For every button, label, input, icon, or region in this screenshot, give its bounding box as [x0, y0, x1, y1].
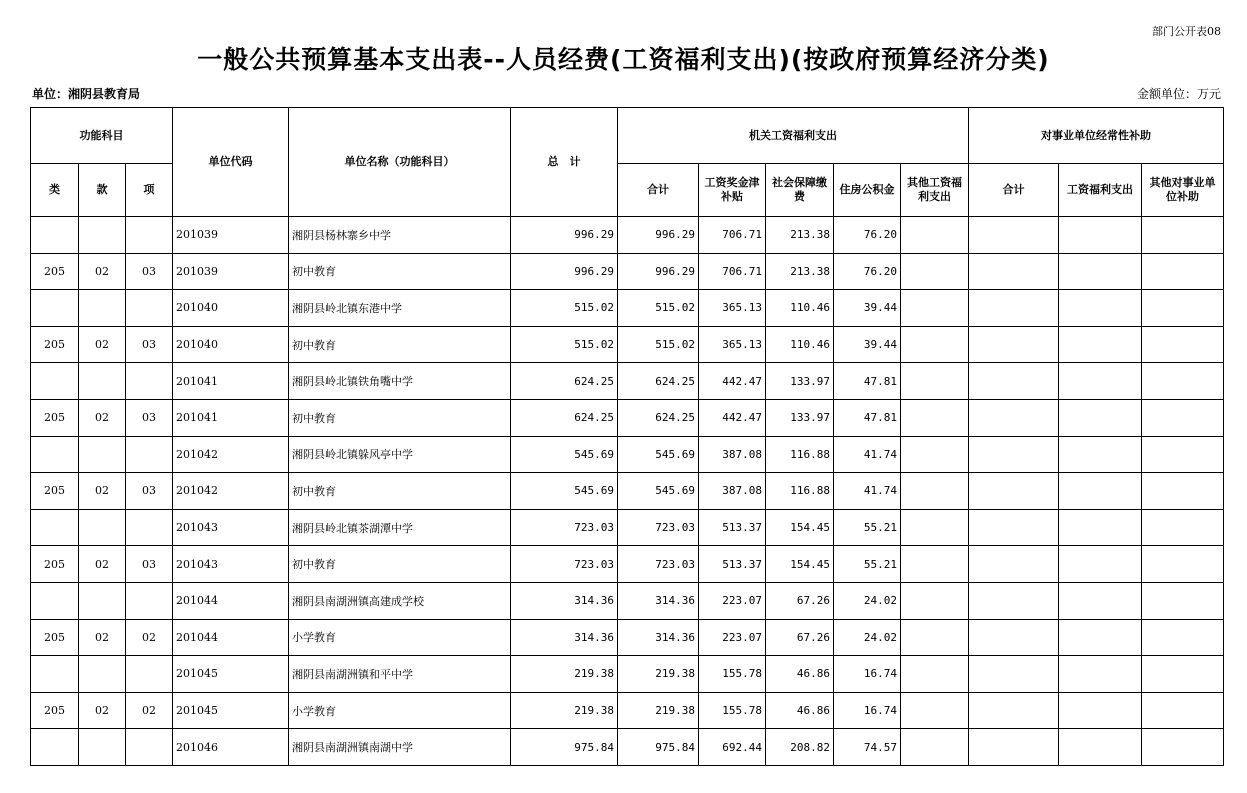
cell-unit-code: 201042 [173, 473, 289, 510]
cell-jg-social: 213.38 [766, 253, 834, 290]
cell-total: 723.03 [511, 509, 618, 546]
form-code: 部门公开表08 [1152, 25, 1221, 38]
cell-jg-social: 116.88 [766, 473, 834, 510]
cell-xiang [126, 363, 173, 400]
cell-jg-social: 46.86 [766, 656, 834, 693]
cell-unit-name: 初中教育 [289, 473, 511, 510]
table-row [31, 399, 1224, 436]
cell-unit-code: 201045 [173, 692, 289, 729]
cell-xiang [126, 729, 173, 766]
cell-jg-other [901, 692, 969, 729]
cell-jg-social: 154.45 [766, 546, 834, 583]
cell-jg-other [901, 436, 969, 473]
cell-unit-code: 201042 [173, 436, 289, 473]
cell-total: 996.29 [511, 253, 618, 290]
cell-total: 515.02 [511, 326, 618, 363]
cell-jg-other [901, 473, 969, 510]
table-row [31, 729, 1224, 766]
cell-sy-total [969, 217, 1059, 254]
cell-jg-housing: 16.74 [834, 656, 901, 693]
cell-jg-other [901, 509, 969, 546]
cell-xiang [126, 656, 173, 693]
cell-total: 314.36 [511, 582, 618, 619]
cell-jg-social: 46.86 [766, 692, 834, 729]
cell-lei: 205 [31, 399, 79, 436]
cell-sy-other [1142, 217, 1224, 254]
col-jg-total: 合计 [618, 164, 699, 217]
cell-unit-code: 201041 [173, 363, 289, 400]
cell-jg-social: 116.88 [766, 436, 834, 473]
cell-lei [31, 436, 79, 473]
cell-jg-social: 208.82 [766, 729, 834, 766]
cell-jg-total: 545.69 [618, 436, 699, 473]
cell-sy-other [1142, 473, 1224, 510]
unit-label: 单位：湘阴县教育局 [32, 87, 141, 101]
cell-total: 723.03 [511, 546, 618, 583]
cell-sy-other [1142, 729, 1224, 766]
page-title: 一般公共预算基本支出表--人员经费(工资福利支出)(按政府预算经济分类) [197, 45, 1050, 74]
cell-jg-housing: 39.44 [834, 326, 901, 363]
cell-xiang [126, 582, 173, 619]
cell-jg-social: 110.46 [766, 290, 834, 327]
cell-xiang [126, 217, 173, 254]
cell-unit-code: 201039 [173, 217, 289, 254]
cell-total: 545.69 [511, 473, 618, 510]
cell-unit-name: 初中教育 [289, 399, 511, 436]
cell-jg-total: 624.25 [618, 363, 699, 400]
cell-kuan: 02 [79, 473, 126, 510]
cell-jg-salary: 513.37 [699, 509, 766, 546]
cell-unit-code: 201046 [173, 729, 289, 766]
cell-jg-housing: 24.02 [834, 619, 901, 656]
cell-jg-salary: 223.07 [699, 582, 766, 619]
cell-lei: 205 [31, 546, 79, 583]
cell-unit-code: 201040 [173, 326, 289, 363]
cell-jg-housing: 76.20 [834, 217, 901, 254]
col-sy-other: 其他对事业单位补助 [1142, 164, 1224, 217]
cell-kuan [79, 217, 126, 254]
cell-sy-other [1142, 399, 1224, 436]
cell-jg-total: 975.84 [618, 729, 699, 766]
table-row [31, 509, 1224, 546]
table-row [31, 363, 1224, 400]
table-row [31, 290, 1224, 327]
cell-sy-salary [1059, 619, 1142, 656]
cell-sy-salary [1059, 692, 1142, 729]
cell-lei: 205 [31, 619, 79, 656]
cell-jg-total: 624.25 [618, 399, 699, 436]
table-row [31, 619, 1224, 656]
cell-unit-name: 湘阴县杨林寨乡中学 [289, 217, 511, 254]
cell-lei [31, 582, 79, 619]
cell-sy-salary [1059, 326, 1142, 363]
cell-unit-name: 湘阴县岭北镇茶湖潭中学 [289, 509, 511, 546]
amount-unit-label: 金额单位：万元 [1136, 87, 1221, 101]
cell-jg-total: 314.36 [618, 582, 699, 619]
cell-unit-name: 湘阴县南湖洲镇和平中学 [289, 656, 511, 693]
cell-unit-name: 初中教育 [289, 326, 511, 363]
budget-table [30, 107, 1224, 766]
cell-jg-other [901, 656, 969, 693]
cell-jg-housing: 74.57 [834, 729, 901, 766]
cell-jg-social: 213.38 [766, 217, 834, 254]
cell-sy-salary [1059, 729, 1142, 766]
table-row [31, 546, 1224, 583]
table-row [31, 692, 1224, 729]
cell-kuan: 02 [79, 546, 126, 583]
table-row [31, 582, 1224, 619]
cell-jg-salary: 706.71 [699, 253, 766, 290]
cell-lei: 205 [31, 326, 79, 363]
cell-xiang: 02 [126, 692, 173, 729]
col-jg-salary: 工资奖金津补贴 [699, 164, 766, 217]
cell-jg-other [901, 582, 969, 619]
cell-sy-other [1142, 509, 1224, 546]
cell-jg-total: 545.69 [618, 473, 699, 510]
cell-jg-housing: 55.21 [834, 509, 901, 546]
cell-jg-total: 515.02 [618, 326, 699, 363]
cell-sy-total [969, 473, 1059, 510]
cell-jg-housing: 47.81 [834, 363, 901, 400]
cell-kuan [79, 363, 126, 400]
cell-kuan [79, 582, 126, 619]
cell-xiang: 03 [126, 399, 173, 436]
cell-sy-other [1142, 290, 1224, 327]
cell-unit-code: 201044 [173, 619, 289, 656]
cell-sy-total [969, 399, 1059, 436]
cell-unit-code: 201043 [173, 546, 289, 583]
cell-jg-other [901, 290, 969, 327]
cell-lei [31, 656, 79, 693]
cell-jg-other [901, 729, 969, 766]
col-total: 总 计 [511, 108, 618, 217]
cell-total: 545.69 [511, 436, 618, 473]
cell-jg-salary: 387.08 [699, 473, 766, 510]
cell-total: 219.38 [511, 656, 618, 693]
cell-jg-total: 996.29 [618, 217, 699, 254]
cell-jg-salary: 706.71 [699, 217, 766, 254]
cell-kuan [79, 509, 126, 546]
cell-jg-total: 996.29 [618, 253, 699, 290]
cell-sy-total [969, 546, 1059, 583]
cell-total: 996.29 [511, 217, 618, 254]
cell-jg-salary: 365.13 [699, 290, 766, 327]
cell-total: 624.25 [511, 399, 618, 436]
cell-sy-salary [1059, 399, 1142, 436]
cell-jg-total: 723.03 [618, 546, 699, 583]
cell-total: 515.02 [511, 290, 618, 327]
cell-sy-salary [1059, 363, 1142, 400]
col-unit-code: 单位代码 [173, 108, 289, 217]
cell-jg-housing: 16.74 [834, 692, 901, 729]
cell-sy-salary [1059, 436, 1142, 473]
cell-unit-name: 湘阴县南湖洲镇高建成学校 [289, 582, 511, 619]
cell-unit-code: 201040 [173, 290, 289, 327]
cell-jg-total: 219.38 [618, 692, 699, 729]
header-row-1 [31, 108, 1224, 164]
cell-total: 624.25 [511, 363, 618, 400]
cell-jg-social: 154.45 [766, 509, 834, 546]
table-row [31, 326, 1224, 363]
cell-sy-total [969, 253, 1059, 290]
cell-lei: 205 [31, 692, 79, 729]
col-kuan: 款 [79, 164, 126, 217]
cell-sy-other [1142, 656, 1224, 693]
cell-jg-other [901, 326, 969, 363]
cell-sy-total [969, 729, 1059, 766]
cell-lei [31, 509, 79, 546]
cell-sy-salary [1059, 582, 1142, 619]
cell-sy-total [969, 326, 1059, 363]
col-jg-other: 其他工资福利支出 [901, 164, 969, 217]
cell-unit-name: 小学教育 [289, 692, 511, 729]
col-func-subject: 功能科目 [31, 108, 173, 164]
cell-sy-total [969, 363, 1059, 400]
cell-xiang: 03 [126, 253, 173, 290]
cell-sy-other [1142, 363, 1224, 400]
cell-jg-total: 723.03 [618, 509, 699, 546]
cell-xiang: 03 [126, 473, 173, 510]
cell-sy-salary [1059, 290, 1142, 327]
cell-sy-total [969, 656, 1059, 693]
cell-unit-name: 初中教育 [289, 546, 511, 583]
cell-sy-salary [1059, 253, 1142, 290]
cell-kuan [79, 656, 126, 693]
cell-jg-social: 67.26 [766, 582, 834, 619]
cell-jg-salary: 442.47 [699, 363, 766, 400]
cell-sy-total [969, 290, 1059, 327]
cell-xiang [126, 290, 173, 327]
cell-jg-other [901, 217, 969, 254]
cell-unit-code: 201043 [173, 509, 289, 546]
col-lei: 类 [31, 164, 79, 217]
col-sy-salary: 工资福利支出 [1059, 164, 1142, 217]
cell-jg-total: 515.02 [618, 290, 699, 327]
cell-jg-housing: 41.74 [834, 436, 901, 473]
cell-sy-other [1142, 582, 1224, 619]
cell-jg-housing: 76.20 [834, 253, 901, 290]
cell-xiang: 03 [126, 326, 173, 363]
cell-sy-other [1142, 326, 1224, 363]
table-row [31, 217, 1224, 254]
cell-unit-name: 小学教育 [289, 619, 511, 656]
cell-jg-salary: 387.08 [699, 436, 766, 473]
cell-sy-total [969, 692, 1059, 729]
cell-unit-name: 湘阴县岭北镇躲风亭中学 [289, 436, 511, 473]
cell-lei [31, 363, 79, 400]
cell-kuan: 02 [79, 253, 126, 290]
cell-jg-salary: 365.13 [699, 326, 766, 363]
cell-unit-name: 初中教育 [289, 253, 511, 290]
cell-jg-salary: 513.37 [699, 546, 766, 583]
cell-jg-housing: 41.74 [834, 473, 901, 510]
col-jg-housing: 住房公积金 [834, 164, 901, 217]
cell-sy-salary [1059, 473, 1142, 510]
cell-kuan: 02 [79, 399, 126, 436]
cell-jg-social: 110.46 [766, 326, 834, 363]
table-body [31, 217, 1224, 766]
cell-sy-salary [1059, 217, 1142, 254]
cell-xiang [126, 509, 173, 546]
cell-jg-total: 219.38 [618, 656, 699, 693]
cell-xiang: 03 [126, 546, 173, 583]
cell-xiang: 02 [126, 619, 173, 656]
col-xiang: 项 [126, 164, 173, 217]
cell-sy-other [1142, 546, 1224, 583]
cell-sy-total [969, 582, 1059, 619]
cell-jg-social: 67.26 [766, 619, 834, 656]
table-row [31, 253, 1224, 290]
cell-lei [31, 290, 79, 327]
cell-jg-salary: 442.47 [699, 399, 766, 436]
cell-xiang [126, 436, 173, 473]
cell-sy-other [1142, 436, 1224, 473]
cell-sy-other [1142, 692, 1224, 729]
table-row [31, 656, 1224, 693]
cell-jg-salary: 692.44 [699, 729, 766, 766]
cell-jg-other [901, 619, 969, 656]
cell-unit-code: 201044 [173, 582, 289, 619]
col-group-shiye: 对事业单位经常性补助 [969, 108, 1224, 164]
cell-jg-salary: 155.78 [699, 692, 766, 729]
table-row [31, 436, 1224, 473]
cell-jg-salary: 223.07 [699, 619, 766, 656]
cell-unit-code: 201045 [173, 656, 289, 693]
cell-sy-total [969, 619, 1059, 656]
cell-jg-housing: 55.21 [834, 546, 901, 583]
cell-lei [31, 729, 79, 766]
col-group-jiguan: 机关工资福利支出 [618, 108, 969, 164]
cell-kuan [79, 290, 126, 327]
cell-jg-total: 314.36 [618, 619, 699, 656]
col-sy-total: 合计 [969, 164, 1059, 217]
cell-lei: 205 [31, 253, 79, 290]
cell-kuan [79, 436, 126, 473]
cell-unit-name: 湘阴县岭北镇东港中学 [289, 290, 511, 327]
cell-sy-total [969, 509, 1059, 546]
cell-kuan: 02 [79, 692, 126, 729]
cell-sy-total [969, 436, 1059, 473]
cell-jg-other [901, 253, 969, 290]
cell-jg-other [901, 546, 969, 583]
cell-jg-other [901, 363, 969, 400]
cell-jg-housing: 24.02 [834, 582, 901, 619]
cell-jg-social: 133.97 [766, 363, 834, 400]
cell-jg-other [901, 399, 969, 436]
cell-jg-social: 133.97 [766, 399, 834, 436]
table-row [31, 473, 1224, 510]
cell-unit-name: 湘阴县岭北镇铁角嘴中学 [289, 363, 511, 400]
cell-sy-salary [1059, 656, 1142, 693]
cell-total: 975.84 [511, 729, 618, 766]
cell-unit-code: 201039 [173, 253, 289, 290]
cell-total: 219.38 [511, 692, 618, 729]
cell-kuan: 02 [79, 326, 126, 363]
cell-jg-salary: 155.78 [699, 656, 766, 693]
cell-sy-other [1142, 619, 1224, 656]
cell-sy-other [1142, 253, 1224, 290]
cell-total: 314.36 [511, 619, 618, 656]
cell-kuan: 02 [79, 619, 126, 656]
cell-jg-housing: 47.81 [834, 399, 901, 436]
cell-kuan [79, 729, 126, 766]
cell-unit-name: 湘阴县南湖洲镇南湖中学 [289, 729, 511, 766]
cell-unit-code: 201041 [173, 399, 289, 436]
cell-jg-housing: 39.44 [834, 290, 901, 327]
cell-sy-salary [1059, 509, 1142, 546]
col-unit-name: 单位名称（功能科目） [289, 108, 511, 217]
cell-sy-salary [1059, 546, 1142, 583]
cell-lei: 205 [31, 473, 79, 510]
cell-lei [31, 217, 79, 254]
col-jg-social: 社会保障缴费 [766, 164, 834, 217]
